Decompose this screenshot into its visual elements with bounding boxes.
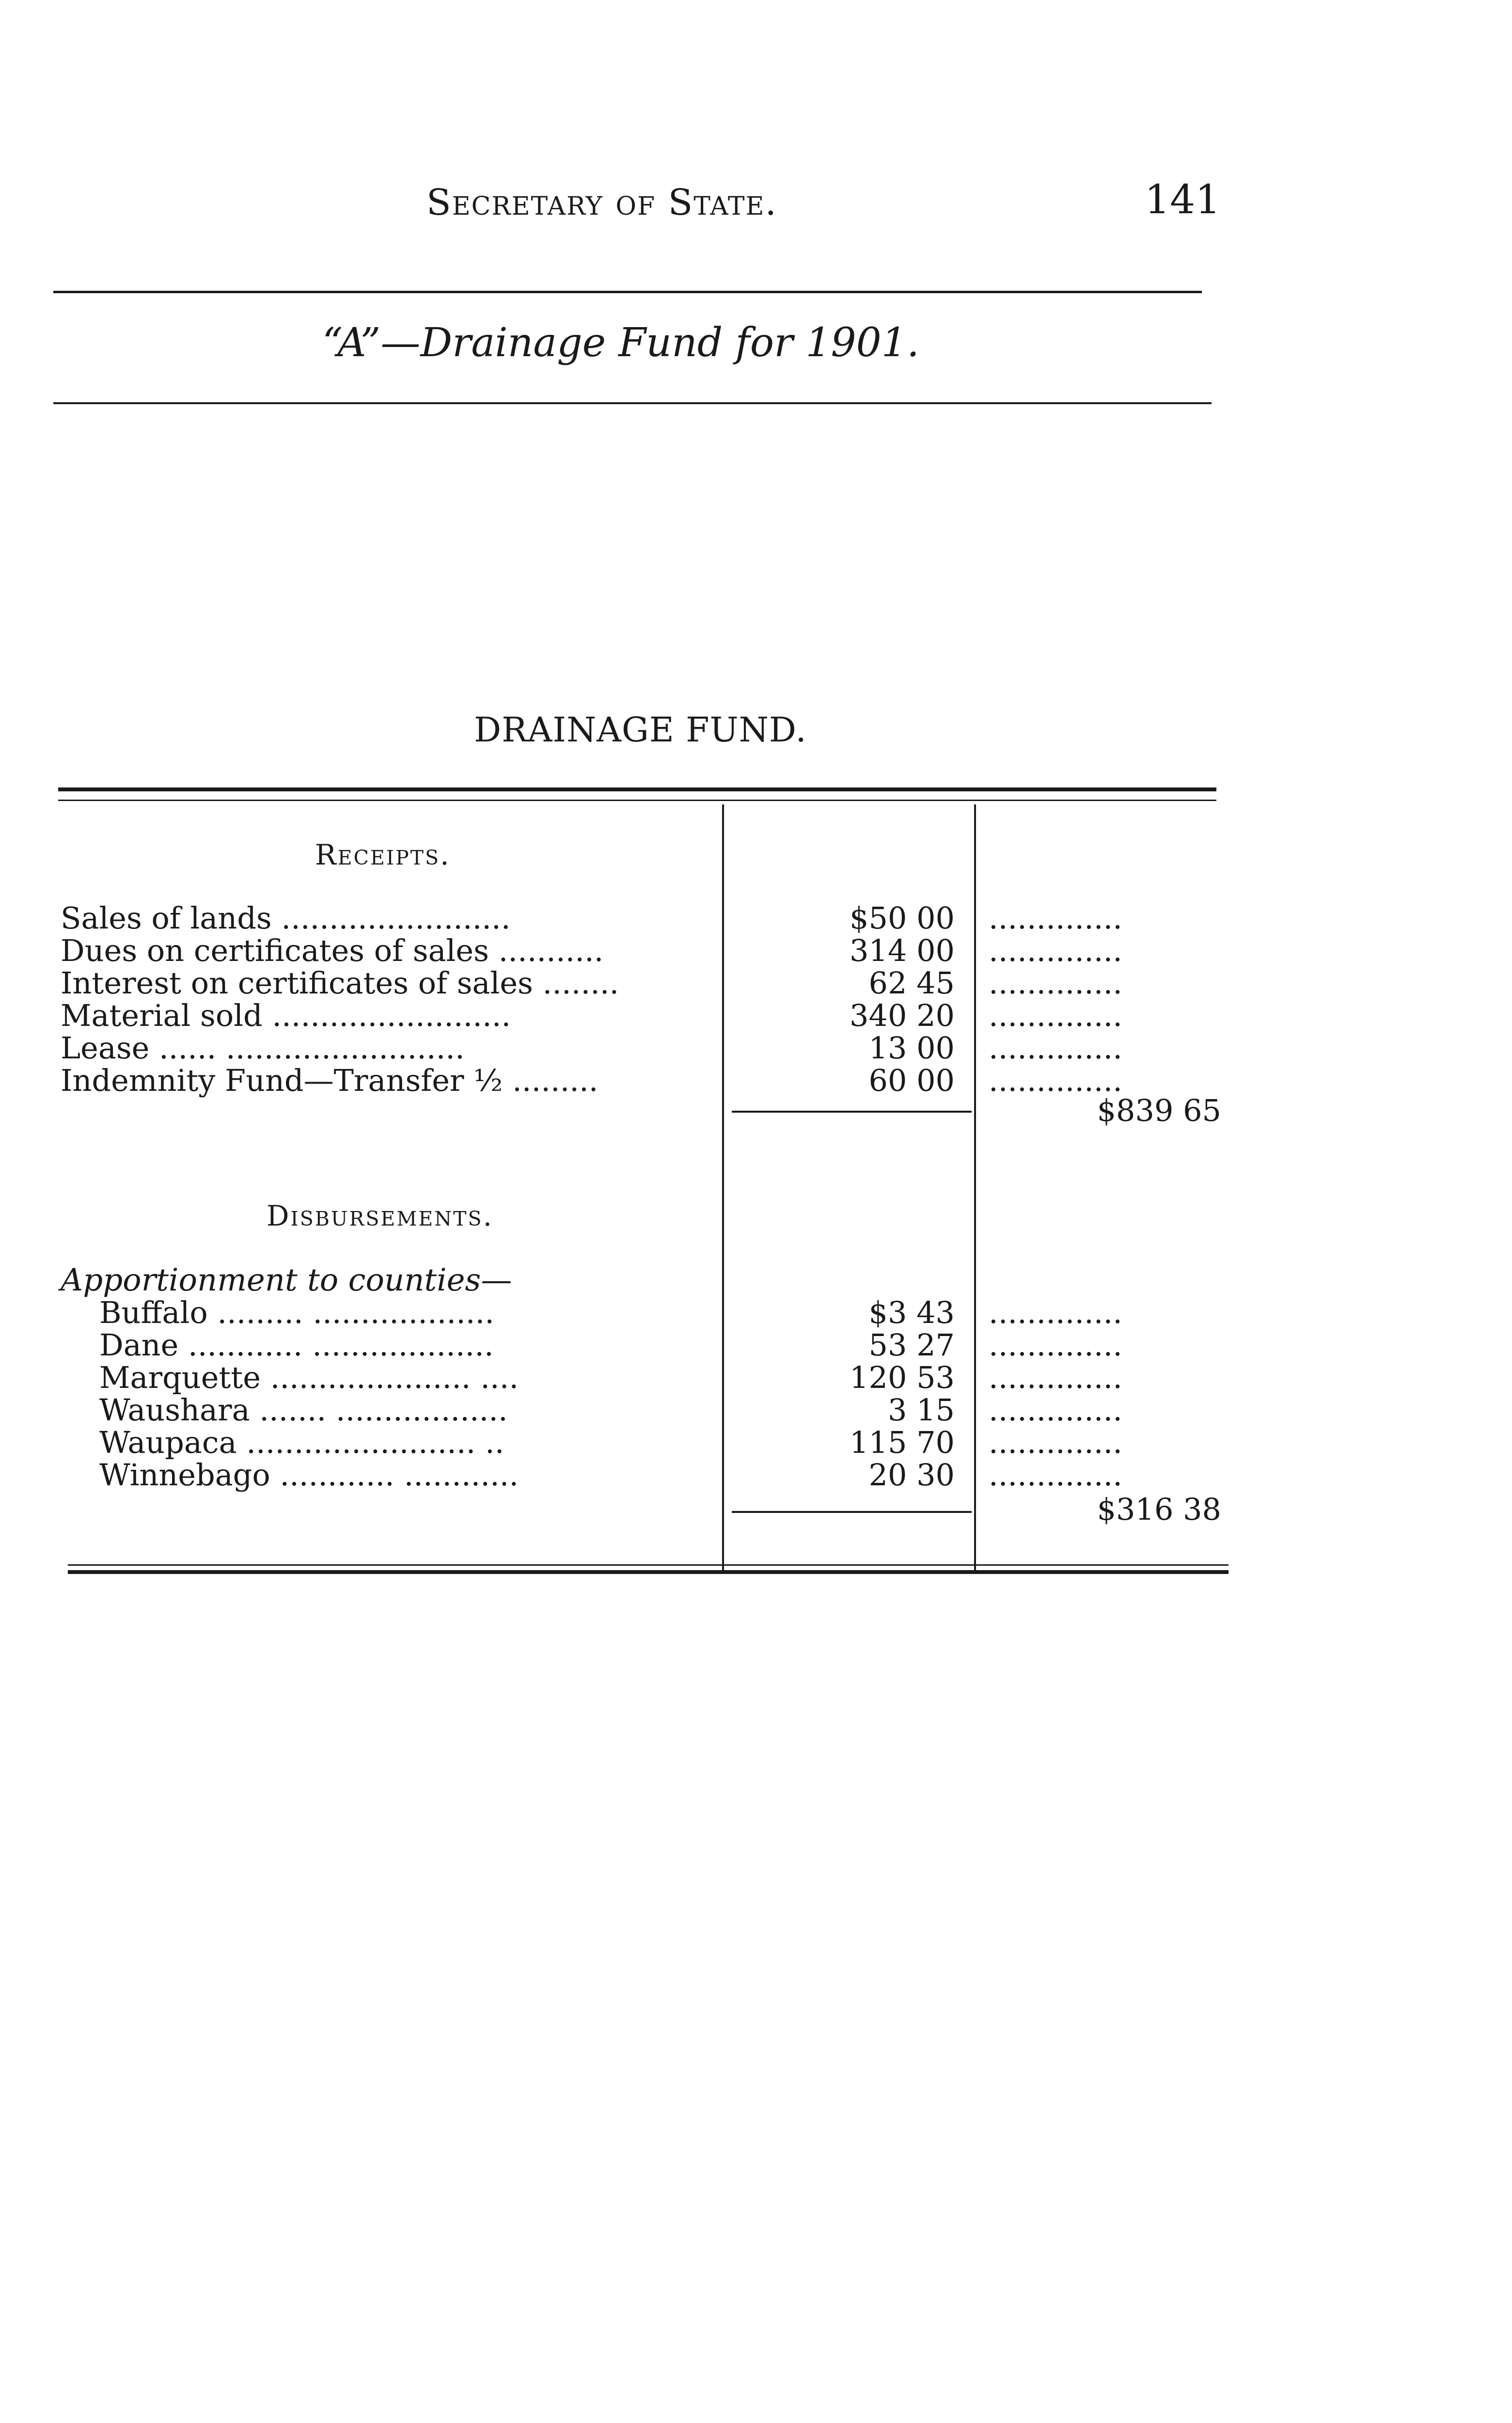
leader-dots: ..............: [989, 1392, 1122, 1428]
table-top-rule: [58, 787, 1216, 791]
disbursement-row: [0, 1327, 1512, 1363]
receipts-sum-rule: [732, 1111, 972, 1113]
page-number: 141: [1145, 177, 1221, 223]
receipt-label: Interest on certificates of sales ........: [61, 965, 619, 1001]
leader-dots: ..............: [989, 1327, 1122, 1363]
county-amount: 20 30: [868, 1457, 955, 1493]
receipt-row: [0, 1030, 1512, 1066]
disbursement-row: [0, 1425, 1512, 1458]
leader-dots: ..............: [989, 900, 1122, 936]
receipt-row: [0, 1063, 1512, 1096]
disbursements-heading: Disbursements.: [267, 1199, 494, 1232]
leader-dots: ..............: [989, 1063, 1122, 1098]
fund-title: “A”—Drainage Fund for 1901.: [322, 320, 920, 366]
receipt-amount: 62 45: [868, 965, 955, 1001]
receipt-label: Dues on certificates of sales ...........: [61, 933, 604, 968]
disbursement-row: [0, 1392, 1512, 1428]
county-amount: 120 53: [850, 1360, 955, 1395]
receipt-label: Material sold .........................: [61, 998, 511, 1033]
receipt-amount: $50 00: [850, 900, 955, 936]
county-label: Buffalo ......... ...................: [99, 1295, 494, 1330]
leader-dots: ..............: [989, 965, 1122, 1001]
receipt-amount: 340 20: [850, 998, 955, 1033]
leader-dots: ..............: [989, 998, 1122, 1033]
receipt-row: [0, 965, 1512, 1001]
county-label: Waushara ....... ..................: [99, 1392, 508, 1428]
receipt-amount: 314 00: [850, 933, 955, 968]
county-label: Winnebago ............ ............: [99, 1457, 519, 1493]
leader-dots: ..............: [989, 1030, 1122, 1066]
leader-dots: ..............: [989, 1457, 1122, 1493]
receipt-label: Sales of lands ........................: [61, 900, 511, 936]
county-label: Marquette ..................... ....: [99, 1360, 519, 1395]
header-rule: [53, 291, 1202, 293]
receipt-label: Indemnity Fund—Transfer ½ .........: [61, 1063, 598, 1098]
table-bottom-rule: [68, 1570, 1228, 1574]
leader-dots: ..............: [989, 1360, 1122, 1395]
title-rule: [53, 402, 1212, 404]
county-amount: 53 27: [868, 1327, 955, 1363]
receipt-amount: 13 00: [868, 1030, 955, 1066]
receipts-heading: Receipts.: [315, 838, 451, 871]
table-top-rule-thin: [58, 800, 1216, 801]
receipt-label: Lease ...... .........................: [61, 1030, 465, 1066]
table-bottom-rule-thin: [68, 1564, 1228, 1566]
disbursement-row: [0, 1457, 1512, 1493]
disbursements-total: $316 38: [1097, 1492, 1221, 1527]
receipts-total: $839 65: [1097, 1093, 1221, 1128]
receipt-row: [0, 998, 1512, 1031]
disbursement-row: [0, 1360, 1512, 1393]
section-title: DRAINAGE FUND.: [474, 710, 807, 750]
receipt-amount: 60 00: [868, 1063, 955, 1098]
county-label: Waupaca ........................ ..: [99, 1425, 504, 1460]
running-head: Secretary of State.: [426, 182, 777, 223]
disbursements-sum-rule: [732, 1511, 972, 1513]
receipt-row: [0, 933, 1512, 966]
county-amount: 115 70: [850, 1425, 955, 1460]
leader-dots: ..............: [989, 1425, 1122, 1460]
leader-dots: ..............: [989, 1295, 1122, 1330]
county-label: Dane ............ ...................: [99, 1327, 494, 1363]
disbursements-subheading: Apportionment to counties—: [61, 1262, 512, 1298]
leader-dots: ..............: [989, 933, 1122, 968]
county-amount: 3 15: [887, 1392, 955, 1428]
receipt-row: [0, 900, 1512, 936]
disbursement-row: [0, 1295, 1512, 1328]
county-amount: $3 43: [868, 1295, 955, 1330]
